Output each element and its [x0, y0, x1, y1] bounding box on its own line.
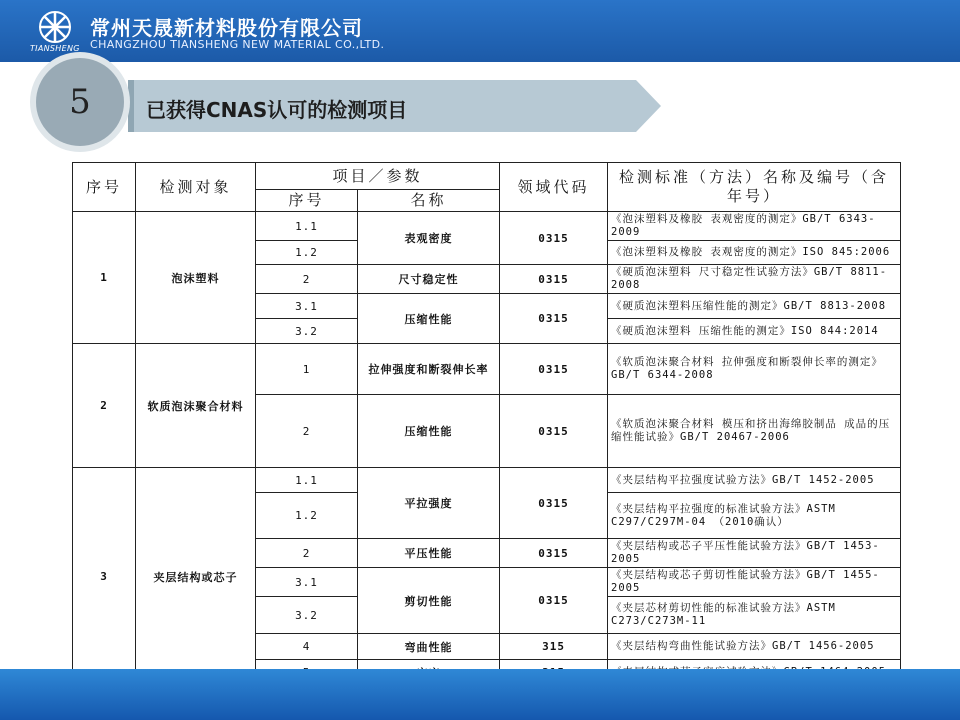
row-sub-seq: 1 — [256, 344, 358, 395]
row-object: 夹层结构或芯子 — [136, 468, 256, 686]
row-standard: 《软质泡沫聚合材料 模压和挤出海绵胶制品 成品的压缩性能试验》GB/T 20467-2006 — [608, 395, 901, 468]
row-standard: 《硬质泡沫塑料压缩性能的测定》GB/T 8813-2008 — [608, 294, 901, 319]
row-standard: 《软质泡沫聚合材料 拉伸强度和断裂伸长率的测定》 GB/T 6344-2008 — [608, 344, 901, 395]
row-name: 平拉强度 — [358, 468, 500, 539]
row-code: 0315 — [500, 539, 608, 568]
row-seq: 1 — [73, 212, 136, 344]
header-standard: 检测标准（方法）名称及编号（含年号） — [608, 163, 901, 212]
row-sub-seq: 3.2 — [256, 319, 358, 344]
row-standard: 《硬质泡沫塑料 压缩性能的测定》ISO 844:2014 — [608, 319, 901, 344]
row-sub-seq: 2 — [256, 265, 358, 294]
row-seq: 3 — [73, 468, 136, 686]
row-name: 剪切性能 — [358, 568, 500, 634]
header-seq: 序号 — [73, 163, 136, 212]
section-title: 已获得CNAS认可的检测项目 — [146, 98, 408, 122]
row-standard: 《夹层结构或芯子剪切性能试验方法》GB/T 1455-2005 — [608, 568, 901, 597]
row-sub-seq: 1.2 — [256, 493, 358, 539]
logo-text: TIANSHENG — [30, 44, 80, 53]
row-code: 0315 — [500, 212, 608, 265]
header-sub-seq: 序号 — [256, 190, 358, 212]
company-name-cn: 常州天晟新材料股份有限公司 — [90, 16, 363, 40]
row-sub-seq: 3.2 — [256, 597, 358, 634]
row-code: 0315 — [500, 468, 608, 539]
header-item-param: 项目／参数 — [256, 163, 500, 190]
table-row — [73, 344, 901, 395]
row-sub-seq: 3.1 — [256, 294, 358, 319]
footer-bar — [0, 669, 960, 720]
row-sub-seq: 3.1 — [256, 568, 358, 597]
row-sub-seq: 4 — [256, 634, 358, 660]
row-object: 软质泡沫聚合材料 — [136, 344, 256, 468]
header-object: 检测对象 — [136, 163, 256, 212]
row-sub-seq: 2 — [256, 395, 358, 468]
row-standard: 《夹层结构平拉强度试验方法》GB/T 1452-2005 — [608, 468, 901, 493]
company-header — [0, 0, 960, 62]
row-code: 0315 — [500, 344, 608, 395]
company-name-en: CHANGZHOU TIANSHENG NEW MATERIAL CO.,LTD. — [90, 38, 385, 51]
row-standard: 《夹层结构平拉强度的标准试验方法》ASTM C297/C297M-04 （2010确认） — [608, 493, 901, 539]
row-code: 0315 — [500, 265, 608, 294]
row-name: 表观密度 — [358, 212, 500, 265]
row-name: 弯曲性能 — [358, 634, 500, 660]
cnas-test-items-table — [72, 162, 901, 686]
row-standard: 《泡沫塑料及橡胶 表观密度的测定》ISO 845:2006 — [608, 241, 901, 265]
row-code: 315 — [500, 634, 608, 660]
header-name: 名称 — [358, 190, 500, 212]
row-object: 泡沫塑料 — [136, 212, 256, 344]
tiansheng-logo-icon — [38, 10, 72, 44]
row-name: 平压性能 — [358, 539, 500, 568]
table-header-row — [73, 163, 901, 190]
row-name: 压缩性能 — [358, 395, 500, 468]
row-standard: 《泡沫塑料及橡胶 表观密度的测定》GB/T 6343-2009 — [608, 212, 901, 241]
row-standard: 《硬质泡沫塑料 尺寸稳定性试验方法》GB/T 8811-2008 — [608, 265, 901, 294]
row-standard: 《夹层结构弯曲性能试验方法》GB/T 1456-2005 — [608, 634, 901, 660]
table-row — [73, 212, 901, 241]
section-number: 5 — [36, 58, 124, 146]
header-domain-code: 领域代码 — [500, 163, 608, 212]
row-sub-seq: 1.1 — [256, 468, 358, 493]
row-seq: 2 — [73, 344, 136, 468]
row-name: 拉伸强度和断裂伸长率 — [358, 344, 500, 395]
row-sub-seq: 1.2 — [256, 241, 358, 265]
row-name: 压缩性能 — [358, 294, 500, 344]
row-code: 0315 — [500, 294, 608, 344]
row-name: 尺寸稳定性 — [358, 265, 500, 294]
row-standard: 《夹层结构或芯子平压性能试验方法》GB/T 1453-2005 — [608, 539, 901, 568]
table-row — [73, 468, 901, 493]
row-sub-seq: 1.1 — [256, 212, 358, 241]
row-code: 0315 — [500, 395, 608, 468]
row-sub-seq: 2 — [256, 539, 358, 568]
row-code: 0315 — [500, 568, 608, 634]
row-standard: 《夹层芯材剪切性能的标准试验方法》ASTM C273/C273M-11 — [608, 597, 901, 634]
